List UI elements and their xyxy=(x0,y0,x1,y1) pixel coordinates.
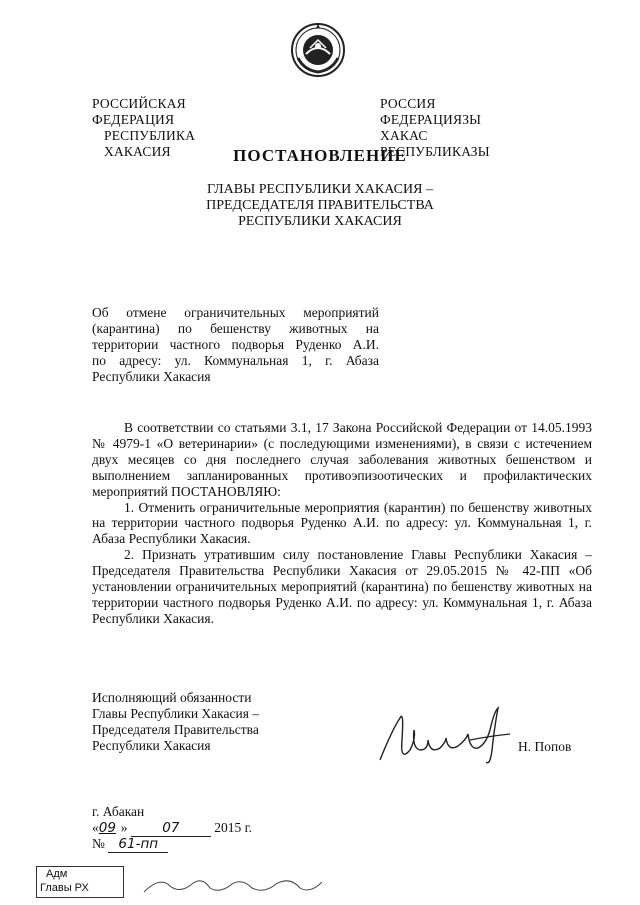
subject-line: (карантина) по бешенству животных на xyxy=(92,321,379,336)
document-body xyxy=(92,420,592,627)
date-year: 2015 г. xyxy=(214,820,253,835)
issuer-line: ПРЕДСЕДАТЕЛЯ ПРАВИТЕЛЬСТВА xyxy=(206,198,434,213)
position-line: Исполняющий обязанности xyxy=(92,690,252,705)
preamble-paragraph: В соответствии со статьями 3.1, 17 Закона Российской Федерации от 14.05.1993 № 4979-1 «О ветеринарии» (с последующими изменениями), в связи с истечением двух месяцев со дня последнего случая заболевания животных бешенством и выполнением запланированных противоэпизоотических и профилактических мероприятий ПОСТАНОВЛЯЮ: xyxy=(92,420,592,499)
date-month: 07 xyxy=(131,820,211,837)
subject-line: территории частного подворья Руденко А.И. xyxy=(92,337,379,352)
stamp-line: Адм xyxy=(46,868,68,880)
issuer-line: ГЛАВЫ РЕСПУБЛИКИ ХАКАСИЯ – xyxy=(207,182,433,197)
position-line: Председателя Правительства xyxy=(92,722,259,737)
date-day: 09 xyxy=(98,820,116,836)
position-line: Главы Республики Хакасия – xyxy=(92,706,260,721)
item-2-paragraph: 2. Признать утратившим силу постановление Главы Республики Хакасия – Председателя Правительства Республики Хакасия от 29.05.2015 № 42-ПП «Об установлении ограничительных мероприятий (карантина) по бешенству животных на территории частного подворья Руденко А.И. по адресу: ул. Коммунальная 1, г. Абаза Республики Хакасия. xyxy=(92,547,592,626)
stamp-line: Главы РХ xyxy=(40,882,89,894)
signatory-position xyxy=(92,690,292,754)
header-left-line: РОССИЙСКАЯ ФЕДЕРАЦИЯ xyxy=(92,96,186,127)
document-type-title: ПОСТАНОВЛЕНИЕ xyxy=(233,146,407,165)
number-label: № xyxy=(92,836,105,851)
place-of-issue: г. Абакан xyxy=(92,804,145,819)
coat-of-arms-icon xyxy=(290,22,346,78)
subject-line: Республики Хакасия xyxy=(92,369,211,384)
subject-line: Об отмене ограничительных мероприятий xyxy=(92,305,379,320)
signatory-name: Н. Попов xyxy=(518,739,572,754)
issue-date: «09 » 07 2015 г. xyxy=(92,820,253,836)
issuer-heading xyxy=(0,182,640,230)
header-left-line: РЕСПУБЛИКА ХАКАСИЯ xyxy=(104,128,196,159)
document-number xyxy=(92,836,168,853)
handwritten-signature xyxy=(370,700,520,770)
document-subject xyxy=(92,305,379,385)
item-1-paragraph: 1. Отменить ограничительные мероприятия (карантин) по бешенству животных на территории частного подворья Руденко А.И. по адресу: ул. Коммунальная 1, г. Абаза Республики Хакасия. xyxy=(92,499,592,547)
header-right-line: ХАКАС РЕСПУБЛИКАЗЫ xyxy=(380,128,490,159)
subject-line: по адресу: ул. Коммунальная 1, г. Абаза xyxy=(92,353,379,368)
handwritten-mark xyxy=(140,872,330,898)
header-right-line: РОССИЯ ФЕДЕРАЦИЯЗЫ xyxy=(380,96,482,127)
issuer-line: РЕСПУБЛИКИ ХАКАСИЯ xyxy=(238,214,402,229)
number-value: 61-пп xyxy=(108,836,168,853)
position-line: Республики Хакасия xyxy=(92,738,211,753)
